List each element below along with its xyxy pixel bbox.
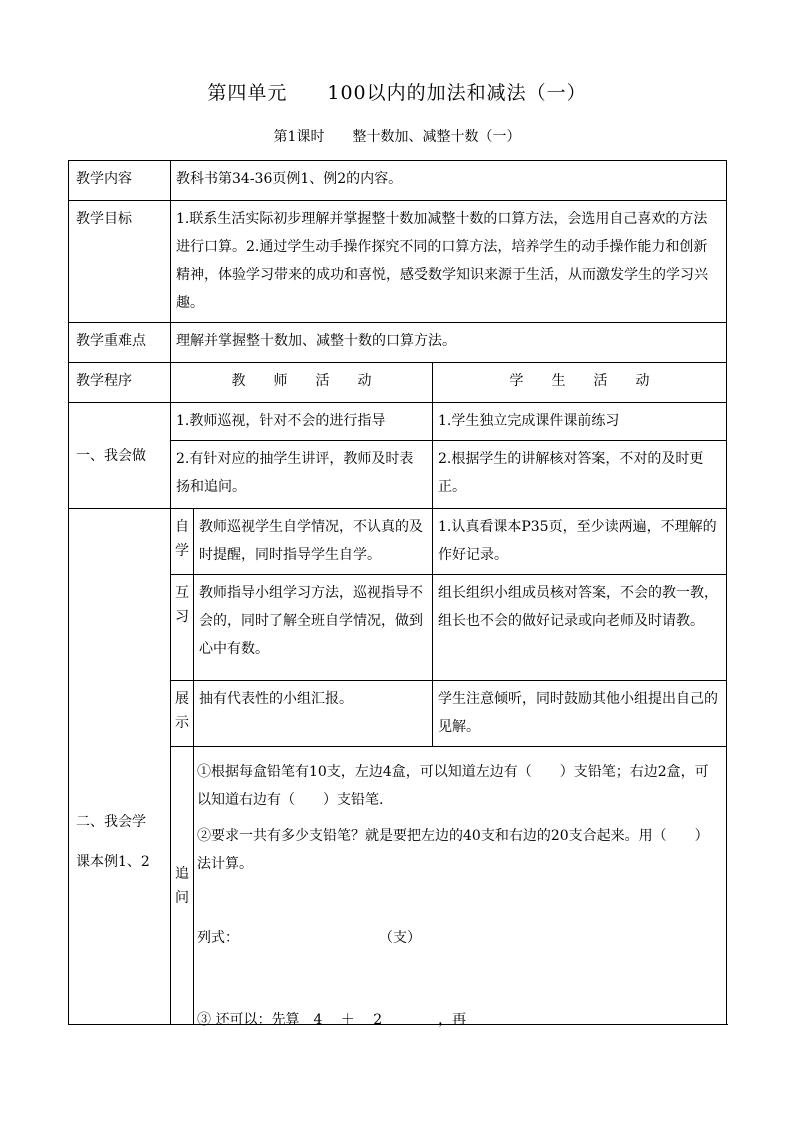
question-3: ③ 还可以：先算 4 ＋ 2 ，再 xyxy=(197,1012,467,1028)
key-label: 教学重难点 xyxy=(69,323,171,363)
question-2: ②要求一共有多少支铅笔？就是要把左边的40支和右边的20支合起来。用（ ）法计算。 xyxy=(197,828,709,872)
section2-label: 二、我会学 xyxy=(76,813,146,830)
zhanshi-label: 展示 xyxy=(171,681,194,747)
goal-label: 教学目标 xyxy=(69,201,171,323)
key-text: 理解并掌握整十数加、减整十数的口算方法。 xyxy=(171,323,727,363)
teacher-activity-header: 教 师 活 动 xyxy=(171,363,433,403)
section1-label: 一、我会做 xyxy=(69,403,171,509)
student-activity-header: 学 生 活 动 xyxy=(433,363,727,403)
zhuiwen-questions xyxy=(197,758,721,1034)
zhuiwen-label: 追问 xyxy=(171,747,194,1025)
goal-text: 1.联系生活实际初步理解并掌握整十数加减整十数的口算方法，会选用自己喜欢的方法进行口算。2.通过学生动手操作探究不同的口算方法，培养学生的动手操作能力和创新精神，体验学习带来的成功和喜悦，感受数学知识来源于生活，从而激发学生的学习兴趣。 xyxy=(171,201,727,323)
lesson-subtitle: 第1课时 整十数加、减整十数（一） xyxy=(273,129,521,145)
zhanshi-student: 学生注意倾听，同时鼓励其他小组提出自己的见解。 xyxy=(433,681,727,747)
question-1: ①根据每盒铅笔有10支，左边4盒，可以知道左边有（ ）支铅笔；右边2盒，可以知道右边有（ ）支铅笔. xyxy=(197,764,709,808)
zixue-student: 1.认真看课本P35页，至少读两遍，不理解的作好记录。 xyxy=(433,509,727,575)
s1-student-1: 1.学生独立完成课件课前练习 xyxy=(433,403,727,441)
procedure-label: 教学程序 xyxy=(69,363,171,403)
formula-line: 列式： （支） xyxy=(197,930,421,946)
zixue-label: 自学 xyxy=(171,509,194,575)
s1-teacher-2: 2.有针对应的抽学生讲评，教师及时表扬和追问。 xyxy=(171,441,433,509)
zhanshi-teacher: 抽有代表性的小组汇报。 xyxy=(194,681,433,747)
page-title: 第四单元 100以内的加法和减法（一） xyxy=(207,82,587,104)
content-label: 教学内容 xyxy=(69,161,171,201)
huxi-label: 互习 xyxy=(171,575,194,681)
s1-student-2: 2.根据学生的讲解核对答案，不对的及时更正。 xyxy=(433,441,727,509)
section2-sub: 课本例1、2 xyxy=(76,853,150,870)
section2-cell xyxy=(69,509,171,1025)
content-text: 教科书第34-36页例1、例2的内容。 xyxy=(171,161,727,201)
zixue-teacher: 教师巡视学生自学情况，不认真的及时提醒，同时指导学生自学。 xyxy=(194,509,433,575)
huxi-teacher: 教师指导小组学习方法，巡视指导不会的，同时了解全班自学情况，做到心中有数。 xyxy=(194,575,433,681)
s1-teacher-1: 1.教师巡视，针对不会的进行指导 xyxy=(171,403,433,441)
huxi-student: 组长组织小组成员核对答案，不会的教一教，组长也不会的做好记录或向老师及时请教。 xyxy=(433,575,727,681)
